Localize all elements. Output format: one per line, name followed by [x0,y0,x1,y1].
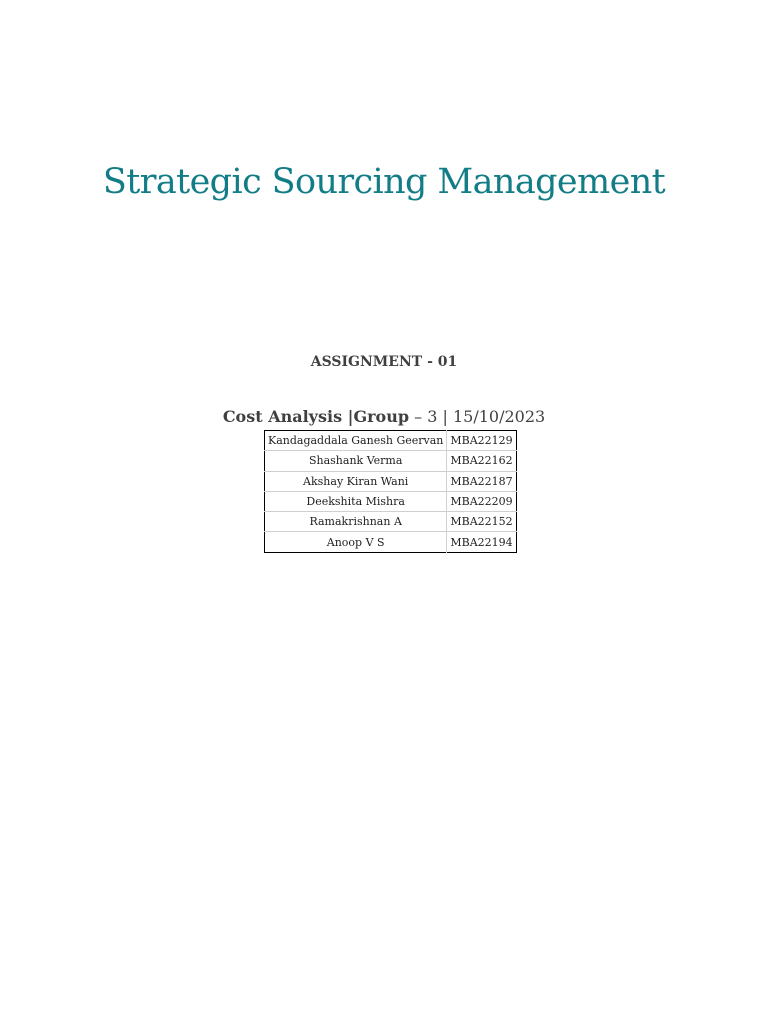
table-row [265,471,517,491]
members-table [264,430,517,553]
table-row [265,512,517,532]
table-row [265,431,517,451]
table-row [265,451,517,471]
member-name: Akshay Kiran Wani [265,471,447,491]
document-title: Strategic Sourcing Management [102,162,666,202]
member-name: Ramakrishnan A [265,512,447,532]
table-row [265,491,517,511]
member-id: MBA22129 [447,431,516,451]
subtitle-topic-group: Cost Analysis |Group [222,407,410,426]
assignment-heading: ASSIGNMENT - 01 [310,354,458,370]
subtitle-line [0,407,768,426]
member-id: MBA22194 [447,532,516,552]
member-name: Kandagaddala Ganesh Geervan [265,431,447,451]
member-name: Shashank Verma [265,451,447,471]
member-id: MBA22209 [447,491,516,511]
member-id: MBA22187 [447,471,516,491]
table-row [265,532,517,552]
member-name: Deekshita Mishra [265,491,447,511]
member-name: Anoop V S [265,532,447,552]
member-id: MBA22152 [447,512,516,532]
subtitle-group-date: – 3 | 15/10/2023 [409,407,546,426]
member-id: MBA22162 [447,451,516,471]
